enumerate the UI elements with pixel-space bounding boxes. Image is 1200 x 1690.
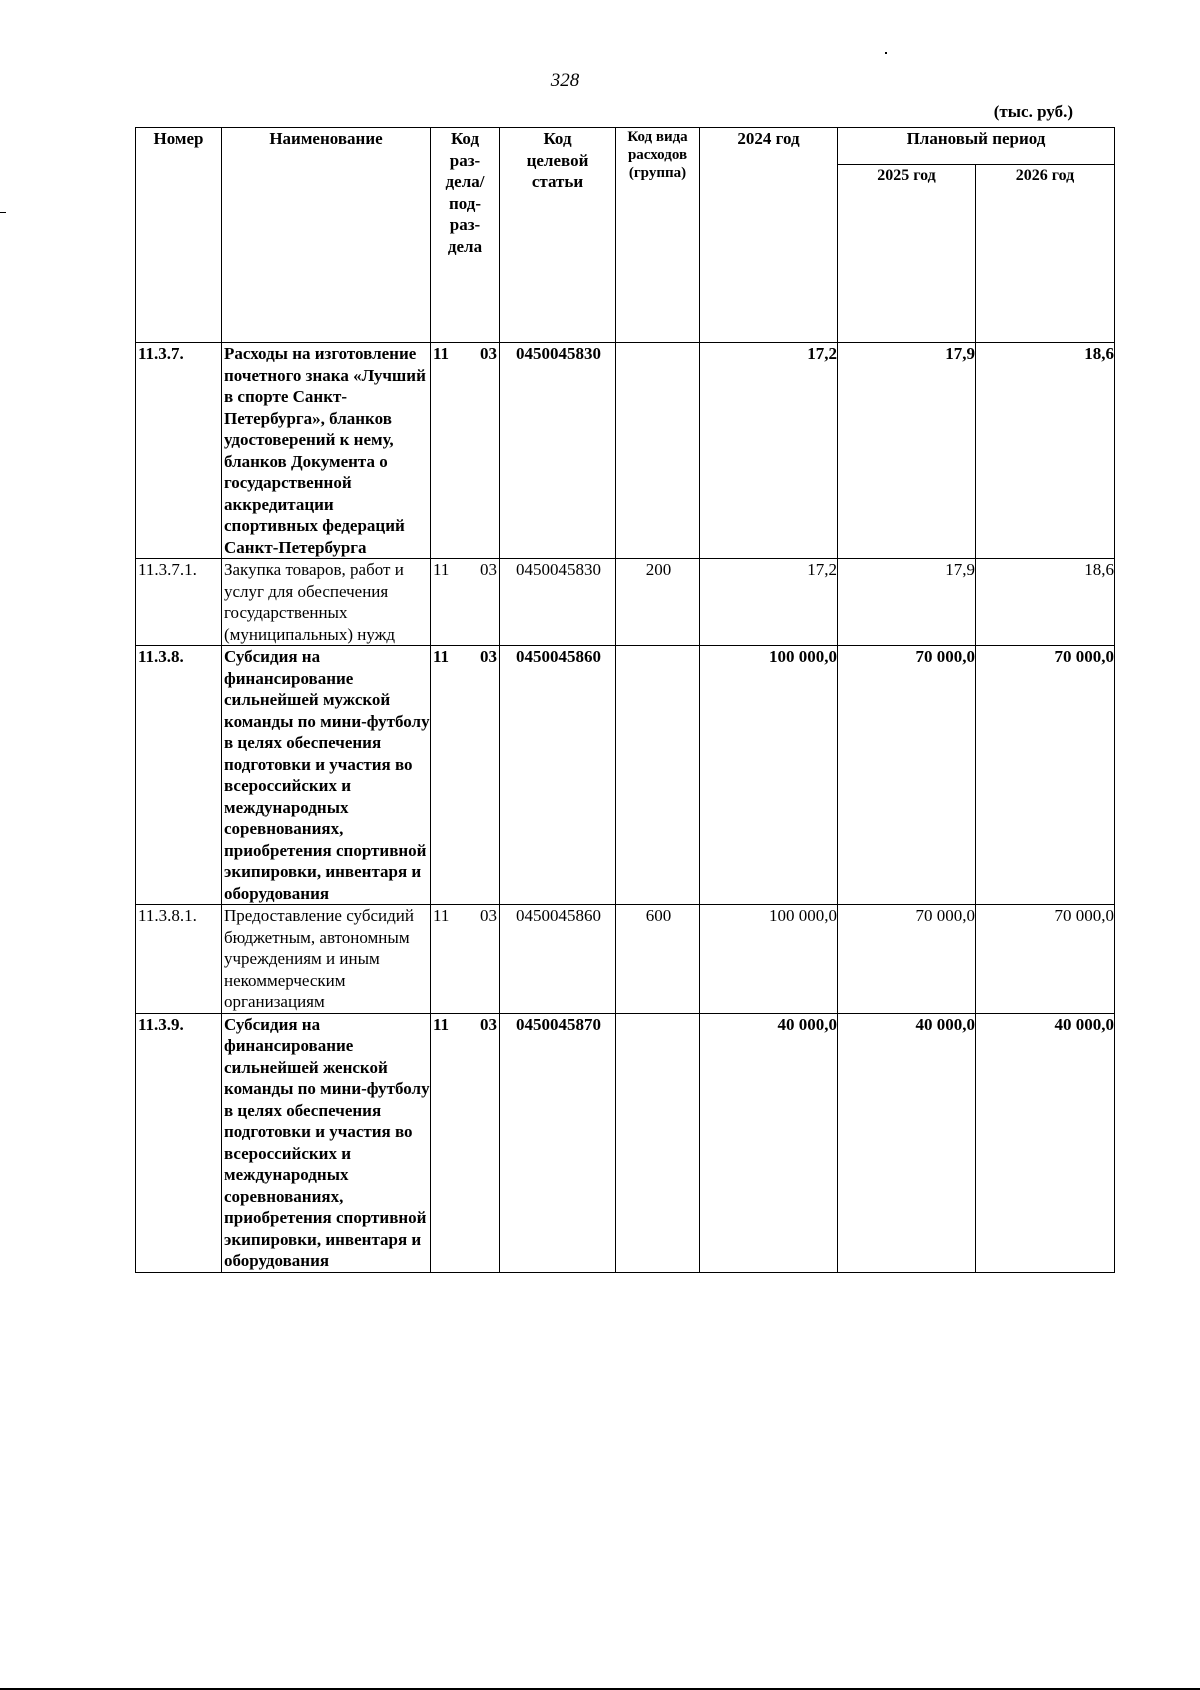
header-year-2024: 2024 год [700, 128, 838, 343]
section: 11 [433, 906, 450, 925]
subsection: 03 [480, 647, 497, 666]
row-2024: 17,2 [700, 343, 838, 559]
row-2025: 70 000,0 [838, 646, 976, 905]
header-planned-period: Плановый период [838, 128, 1115, 165]
row-section-code [431, 1013, 500, 1272]
row-number: 11.3.8.1. [136, 905, 222, 1014]
row-2026: 18,6 [976, 559, 1115, 646]
section: 11 [433, 560, 450, 579]
row-2026: 40 000,0 [976, 1013, 1115, 1272]
header-year-2025: 2025 год [838, 165, 976, 343]
row-name: Предоставление субсидий бюджетным, автономным учреждениям и иным некоммерческим организациям [222, 905, 431, 1014]
row-target-code: 0450045830 [500, 343, 616, 559]
table-row [136, 559, 1115, 646]
row-2024: 100 000,0 [700, 905, 838, 1014]
subsection: 03 [480, 344, 497, 363]
row-number: 11.3.8. [136, 646, 222, 905]
header-section-code: Код раз- дела/ под- раз- дела [431, 128, 500, 343]
budget-table [135, 127, 1115, 1273]
row-2024: 100 000,0 [700, 646, 838, 905]
header-number: Номер [136, 128, 222, 343]
row-2025: 40 000,0 [838, 1013, 976, 1272]
row-expense-type [616, 646, 700, 905]
row-section-code [431, 646, 500, 905]
row-number: 11.3.7. [136, 343, 222, 559]
row-name: Закупка товаров, работ и услуг для обеспечения государственных (муниципальных) нужд [222, 559, 431, 646]
header-name: Наименование [222, 128, 431, 343]
header-row-1 [136, 128, 1115, 165]
row-2026: 18,6 [976, 343, 1115, 559]
header-year-2026: 2026 год [976, 165, 1115, 343]
row-name: Субсидия на финансирование сильнейшей мужской команды по мини-футболу в целях обеспечения подготовки и участия во всероссийских и международных соревнованиях, приобретения спортивной экипировки, инвентаря и оборудования [222, 646, 431, 905]
row-expense-type: 200 [616, 559, 700, 646]
section: 11 [433, 1014, 450, 1034]
row-section-code [431, 343, 500, 559]
row-2025: 70 000,0 [838, 905, 976, 1014]
row-name: Расходы на изготовление почетного знака «Лучший в спорте Санкт-Петербурга», бланков удостоверений к нему, бланков Документа о государственной аккредитации спортивных федераций Санкт-Петербурга [222, 343, 431, 559]
row-expense-type [616, 1013, 700, 1272]
header-expense-type: Код вида расходов (группа) [616, 128, 700, 343]
table-row [136, 1013, 1115, 1272]
row-target-code: 0450045870 [500, 1013, 616, 1272]
row-section-code [431, 559, 500, 646]
row-expense-type [616, 343, 700, 559]
subsection: 03 [480, 906, 497, 925]
row-name: Субсидия на финансирование сильнейшей женской команды по мини-футболу в целях обеспечения подготовки и участия во всероссийских и международных соревнованиях, приобретения спортивной экипировки, инвентаря и оборудования [222, 1013, 431, 1272]
header-target-code: Код целевой статьи [500, 128, 616, 343]
section: 11 [433, 647, 450, 666]
section: 11 [433, 344, 450, 363]
row-target-code: 0450045860 [500, 905, 616, 1014]
row-2026: 70 000,0 [976, 905, 1115, 1014]
page-number: 328 [550, 70, 580, 91]
subsection: 03 [480, 1014, 497, 1034]
scan-mark [0, 212, 6, 213]
row-2024: 17,2 [700, 559, 838, 646]
row-expense-type: 600 [616, 905, 700, 1014]
row-2025: 17,9 [838, 559, 976, 646]
row-section-code [431, 905, 500, 1014]
units-label: (тыс. руб.) [993, 102, 1073, 121]
row-number: 11.3.7.1. [136, 559, 222, 646]
table-row [136, 905, 1115, 1014]
row-2025: 17,9 [838, 343, 976, 559]
row-target-code: 0450045830 [500, 559, 616, 646]
row-2024: 40 000,0 [700, 1013, 838, 1272]
subsection: 03 [480, 560, 497, 579]
row-2026: 70 000,0 [976, 646, 1115, 905]
table-row [136, 646, 1115, 905]
table-row [136, 343, 1115, 559]
scan-speck [885, 52, 887, 54]
row-target-code: 0450045860 [500, 646, 616, 905]
row-number: 11.3.9. [136, 1013, 222, 1272]
